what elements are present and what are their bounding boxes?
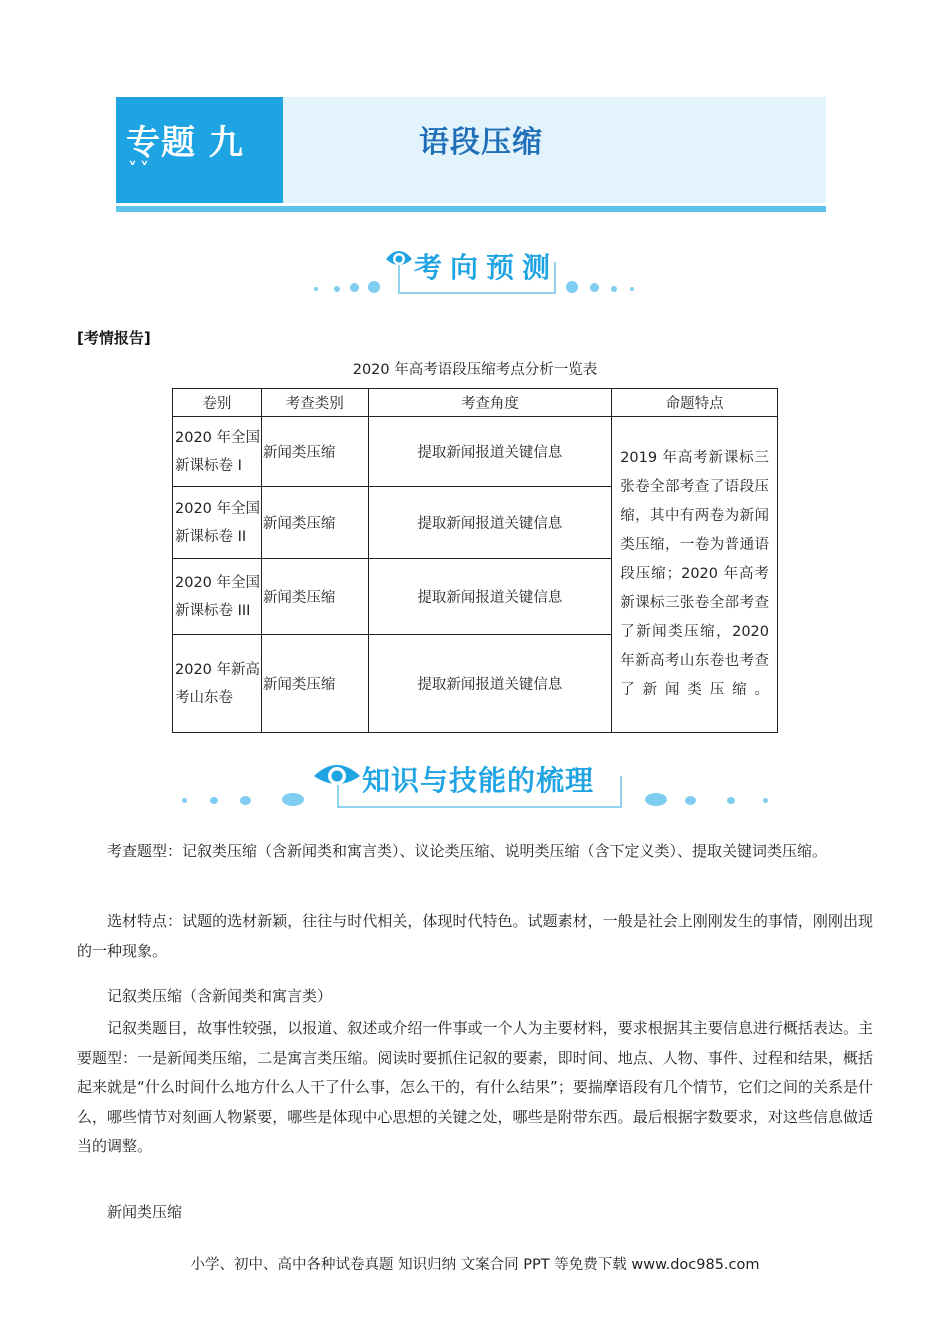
paragraph-narrative: 记叙类题目，故事性较强，以报道、叙述或介绍一件事或一个人为主要材料，要求根据其主要信息进行概括表达。主要题型：一是新闻类压缩，二是寓言类压缩。阅读时要抓住记叙的要素，即时间、地点、人物、事件、过程和结果，概括起来就是“什么时间什么地方什么人干了什么事，怎么干的，有什么结果”；要揣摩语段有几个情节，它们之间的关系是什么，哪些情节对刻画人物紧要，哪些是体现中心思想的关键之处，哪些是附带东西。最后根据字数要求，对这些信息做适当的调整。 xyxy=(77,1019,873,1155)
table-header-row xyxy=(173,389,778,417)
cell-angle: 提取新闻报道关键信息 xyxy=(368,487,612,559)
subheading-narrative: 记叙类压缩（含新闻类和寓言类） xyxy=(107,987,333,1005)
topic-banner xyxy=(116,97,826,203)
eye-icon xyxy=(384,245,414,271)
topic-number: 专题 九 xyxy=(126,123,244,163)
decor-dot xyxy=(611,286,617,292)
decor-dot xyxy=(685,796,696,805)
decor-dot xyxy=(282,793,304,806)
analysis-table xyxy=(172,388,778,733)
cell-angle: 提取新闻报道关键信息 xyxy=(368,559,612,635)
paragraph-material-features: 选材特点：试题的选材新颖，往往与时代相关，体现时代特色。试题素材，一般是社会上刚刚发生的事情，刚刚出现的一种现象。 xyxy=(77,912,873,960)
page-footer: 小学、初中、高中各种试卷真题 知识归纳 文案合同 PPT 等免费下载 www.doc985.com xyxy=(190,1257,760,1273)
header-type: 考查类别 xyxy=(261,389,368,417)
decor-dot xyxy=(334,286,340,292)
header-volume: 卷别 xyxy=(173,389,262,417)
topic-badge xyxy=(116,97,283,203)
cell-volume: 2020 年全国新课标卷 II xyxy=(173,487,262,559)
decor-dot xyxy=(368,281,380,293)
decor-dot xyxy=(763,798,768,803)
cell-volume: 2020 年新高考山东卷 xyxy=(173,635,262,733)
banner-underline xyxy=(116,206,826,212)
decor-dot xyxy=(240,796,251,805)
header-feature: 命题特点 xyxy=(612,389,778,417)
decor-dot xyxy=(182,798,187,803)
table-caption: 2020 年高考语段压缩考点分析一览表 xyxy=(352,362,598,378)
cell-angle: 提取新闻报道关键信息 xyxy=(368,635,612,733)
decor-dot xyxy=(727,797,735,804)
cell-type: 新闻类压缩 xyxy=(261,559,368,635)
cell-volume: 2020 年全国新课标卷 III xyxy=(173,559,262,635)
eye-icon xyxy=(312,758,362,792)
cell-type: 新闻类压缩 xyxy=(261,487,368,559)
decor-dot xyxy=(566,281,578,293)
cell-feature: 2019 年高考新课标三张卷全部考查了语段压缩，其中有两卷为新闻类压缩，一卷为普通语段压缩；2020 年高考新课标三张卷全部考查了新闻类压缩，2020 年新高考山东卷也考查了新闻类压缩。 xyxy=(612,417,778,733)
decor-dot xyxy=(350,283,359,292)
decor-dot xyxy=(590,283,599,292)
section-title-knowledge: 知识与技能的梳理 xyxy=(362,764,595,797)
page-title: 语段压缩 xyxy=(419,125,543,160)
cell-volume: 2020 年全国新课标卷 I xyxy=(173,417,262,487)
subheading-news: 新闻类压缩 xyxy=(107,1203,183,1221)
cell-angle: 提取新闻报道关键信息 xyxy=(368,417,612,487)
section-title-forecast: 考向预测 xyxy=(414,251,559,284)
cell-type: 新闻类压缩 xyxy=(261,635,368,733)
paragraph-question-types: 考查题型：记叙类压缩（含新闻类和寓言类）、议论类压缩、说明类压缩（含下定义类）、提取关键词类压缩。 xyxy=(107,842,828,860)
decor-dot xyxy=(314,287,318,291)
decor-dot xyxy=(630,287,634,291)
cell-type: 新闻类压缩 xyxy=(261,417,368,487)
table-row xyxy=(173,417,778,487)
report-label: [考情报告] xyxy=(77,329,151,347)
decor-dot xyxy=(645,793,667,806)
chevron-marks: ˅˅ xyxy=(128,159,152,180)
header-angle: 考查角度 xyxy=(368,389,612,417)
decor-dot xyxy=(210,797,218,804)
